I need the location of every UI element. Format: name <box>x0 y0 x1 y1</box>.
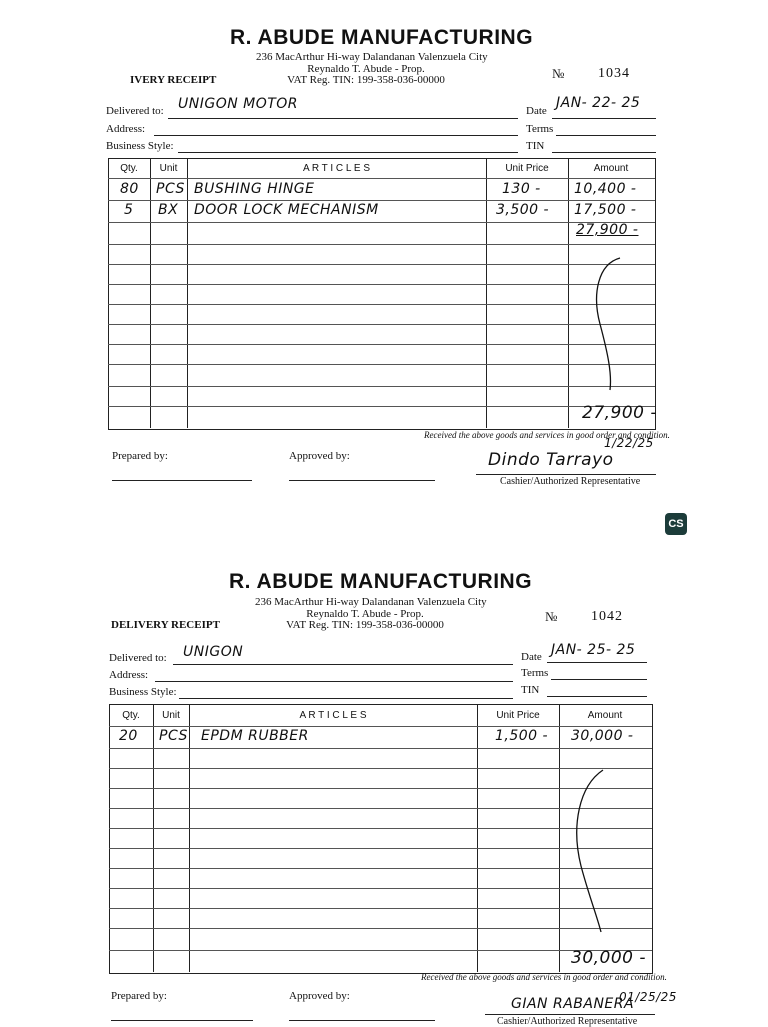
col-unit-price: Unit Price <box>505 163 549 174</box>
signature-date: 1/22/25 <box>604 436 654 450</box>
company-name: R. ABUDE MANUFACTURING <box>229 570 533 593</box>
approved-by-label: Approved by: <box>289 450 350 462</box>
col-qty: Qty. <box>120 163 138 174</box>
delivered-to-value: UNIGON MOTOR <box>178 96 299 112</box>
number-label: № <box>552 66 565 81</box>
void-stroke <box>590 254 630 394</box>
item-amount: 10,400 - <box>574 181 637 197</box>
approved-by-label: Approved by: <box>289 990 350 1002</box>
item-article: BUSHING HINGE <box>194 181 315 197</box>
delivered-to-label: Delivered to: <box>106 105 164 117</box>
terms-label: Terms <box>521 667 549 679</box>
business-style-label: Business Style: <box>109 686 177 698</box>
received-statement: Received the above goods and services in good order and condition. <box>421 972 667 982</box>
col-unit-price: Unit Price <box>496 710 540 721</box>
subtotal: 27,900 - <box>576 222 639 238</box>
void-stroke <box>567 766 611 936</box>
terms-label: Terms <box>526 123 554 135</box>
camscanner-badge: CS <box>665 513 687 535</box>
col-articles: A R T I C L E S <box>302 163 371 174</box>
number-label: № <box>545 609 558 624</box>
company-address: 236 MacArthur Hi-way Dalandanan Valenzuela City <box>255 596 487 608</box>
tin-label: TIN <box>526 140 545 152</box>
proprietor: Reynaldo T. Abude - Prop. <box>307 63 425 75</box>
col-unit: Unit <box>159 163 178 174</box>
cashier-label: Cashier/Authorized Representative <box>497 1016 638 1027</box>
signatory-name: Dindo Tarrayo <box>488 450 614 470</box>
vat-tin: VAT Reg. TIN: 199-358-036-00000 <box>287 74 445 86</box>
item-qty: 20 <box>119 728 138 744</box>
receipt-number: 1042 <box>591 609 623 624</box>
tin-label: TIN <box>521 684 540 696</box>
company-address: 236 MacArthur Hi-way Dalandanan Valenzuela City <box>256 51 488 63</box>
col-articles: A R T I C L E S <box>299 710 367 721</box>
item-unit: PCS <box>159 728 188 744</box>
proprietor: Reynaldo T. Abude - Prop. <box>306 608 424 620</box>
signature-date: 01/25/25 <box>619 990 677 1004</box>
items-table <box>108 158 656 430</box>
date-value: JAN- 25- 25 <box>551 642 636 658</box>
delivered-to-label: Delivered to: <box>109 652 167 664</box>
col-amount: Amount <box>587 710 623 721</box>
item-unit-price: 130 - <box>502 181 541 197</box>
date-label: Date <box>526 105 547 117</box>
vat-tin: VAT Reg. TIN: 199-358-036-00000 <box>286 619 444 631</box>
item-amount: 30,000 - <box>571 728 634 744</box>
item-unit-price: 3,500 - <box>496 202 550 218</box>
address-label: Address: <box>109 669 149 681</box>
company-name: R. ABUDE MANUFACTURING <box>230 26 534 49</box>
item-article: EPDM RUBBER <box>201 728 309 744</box>
col-amount: Amount <box>593 163 629 174</box>
address-label: Address: <box>106 123 146 135</box>
item-amount: 17,500 - <box>574 202 637 218</box>
receipt-number: 1034 <box>598 66 630 81</box>
prepared-by-label: Prepared by: <box>111 990 167 1002</box>
delivery-receipt-1034 <box>106 0 670 500</box>
received-statement: Received the above goods and services in good order and condition. <box>424 430 670 440</box>
date-value: JAN- 22- 25 <box>556 95 641 111</box>
signatory-name: GIAN RABANERA <box>511 996 635 1012</box>
delivered-to-value: UNIGON <box>183 644 244 660</box>
grand-total: 30,000 - <box>571 948 647 968</box>
business-style-label: Business Style: <box>106 140 174 152</box>
delivery-receipt-1042 <box>105 548 677 1027</box>
col-unit: Unit <box>162 710 180 721</box>
cashier-label: Cashier/Authorized Representative <box>500 476 641 487</box>
prepared-by-label: Prepared by: <box>112 450 168 462</box>
item-article: DOOR LOCK MECHANISM <box>194 202 379 218</box>
item-unit-price: 1,500 - <box>495 728 549 744</box>
item-qty: 80 <box>120 181 139 197</box>
col-qty: Qty. <box>122 710 140 721</box>
grand-total: 27,900 - <box>582 403 658 423</box>
document-type: DELIVERY RECEIPT <box>111 619 220 631</box>
item-qty: 5 <box>124 202 134 218</box>
document-type: IVERY RECEIPT <box>130 74 217 86</box>
item-unit: BX <box>158 202 179 218</box>
date-label: Date <box>521 651 542 663</box>
item-unit: PCS <box>156 181 185 197</box>
